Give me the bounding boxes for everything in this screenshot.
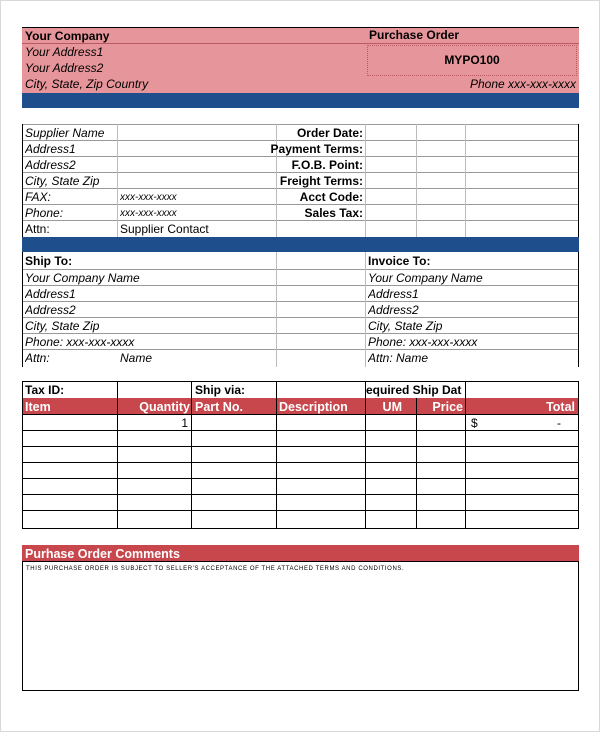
company-phone: Phone xxx-xxx-xxxx bbox=[469, 77, 576, 91]
divider bbox=[365, 381, 366, 529]
supplier-attn-label: Attn: bbox=[25, 222, 50, 236]
ship-to-address1: Address1 bbox=[25, 287, 76, 301]
divider bbox=[578, 252, 579, 367]
tax-id-label: Tax ID: bbox=[25, 383, 65, 397]
divider bbox=[465, 124, 466, 237]
po-number: MYPO100 bbox=[444, 53, 500, 67]
column-header-total: Total bbox=[546, 400, 575, 414]
required-ship-date-label: equired Ship Dat bbox=[366, 383, 462, 397]
fob-point-label: F.O.B. Point: bbox=[291, 158, 363, 172]
blue-separator bbox=[22, 93, 579, 108]
ship-to-phone: Phone: xxx-xxx-xxxx bbox=[25, 335, 135, 349]
divider bbox=[22, 430, 579, 431]
divider bbox=[276, 381, 277, 529]
invoice-to-name: Your Company Name bbox=[368, 271, 483, 285]
company-name: Your Company bbox=[25, 29, 110, 43]
sales-tax-label: Sales Tax: bbox=[304, 206, 363, 220]
invoice-to-title: Invoice To: bbox=[368, 254, 431, 268]
supplier-fax-value: xxx-xxx-xxxx bbox=[120, 192, 177, 203]
invoice-to-attn: Attn: Name bbox=[368, 351, 429, 365]
row1-total: - bbox=[557, 416, 561, 430]
column-header-um: UM bbox=[382, 400, 402, 414]
column-header-description: Description bbox=[279, 400, 348, 414]
freight-terms-label: Freight Terms: bbox=[279, 174, 363, 188]
column-header-price: Price bbox=[432, 400, 463, 414]
row1-quantity: 1 bbox=[181, 416, 188, 430]
divider bbox=[276, 252, 277, 367]
divider bbox=[22, 462, 579, 463]
supplier-city: City, State Zip bbox=[25, 174, 100, 188]
payment-terms-label: Payment Terms: bbox=[270, 142, 363, 156]
divider bbox=[578, 124, 579, 237]
blue-separator bbox=[22, 237, 579, 252]
ship-to-address2: Address2 bbox=[25, 303, 76, 317]
company-address1: Your Address1 bbox=[25, 45, 104, 59]
invoice-to-phone: Phone: xxx-xxx-xxxx bbox=[368, 335, 478, 349]
supplier-name: Supplier Name bbox=[25, 126, 105, 140]
column-header-item: Item bbox=[25, 400, 51, 414]
divider bbox=[22, 252, 23, 367]
ship-to-name: Your Company Name bbox=[25, 271, 140, 285]
row1-currency: $ bbox=[471, 416, 478, 430]
divider bbox=[22, 510, 579, 511]
supplier-fax-label: FAX: bbox=[25, 190, 51, 204]
ship-via-label: Ship via: bbox=[195, 383, 246, 397]
acct-code-label: Acct Code: bbox=[299, 190, 363, 204]
column-header-part-no: Part No. bbox=[195, 400, 243, 414]
divider bbox=[365, 252, 366, 367]
comments-title: Purhase Order Comments bbox=[25, 547, 180, 561]
ship-to-attn-label: Attn: bbox=[25, 351, 50, 365]
invoice-to-city: City, State Zip bbox=[368, 319, 443, 333]
divider bbox=[22, 478, 579, 479]
supplier-phone-label: Phone: bbox=[25, 206, 64, 220]
divider bbox=[22, 528, 579, 529]
divider bbox=[416, 398, 417, 529]
ship-to-city: City, State Zip bbox=[25, 319, 100, 333]
invoice-to-address2: Address2 bbox=[368, 303, 419, 317]
company-address2: Your Address2 bbox=[25, 61, 104, 75]
supplier-address2: Address2 bbox=[25, 158, 76, 172]
column-header-quantity: Quantity bbox=[139, 400, 190, 414]
divider bbox=[22, 494, 579, 495]
divider bbox=[191, 381, 192, 529]
divider bbox=[22, 124, 23, 237]
divider bbox=[117, 381, 118, 529]
divider bbox=[22, 414, 579, 415]
ship-to-title: Ship To: bbox=[25, 254, 73, 268]
supplier-address1: Address1 bbox=[25, 142, 76, 156]
divider bbox=[22, 446, 579, 447]
divider bbox=[365, 124, 366, 237]
company-city-line: City, State, Zip Country bbox=[25, 77, 149, 91]
supplier-attn-value: Supplier Contact bbox=[120, 222, 209, 236]
divider bbox=[22, 381, 23, 529]
invoice-to-address1: Address1 bbox=[368, 287, 419, 301]
divider bbox=[465, 381, 466, 529]
divider bbox=[416, 124, 417, 237]
ship-to-attn-value: Name bbox=[120, 351, 153, 365]
order-date-label: Order Date: bbox=[296, 126, 363, 140]
document-title: Purchase Order bbox=[369, 28, 460, 42]
supplier-phone-value: xxx-xxx-xxxx bbox=[120, 208, 177, 219]
comments-box[interactable] bbox=[22, 561, 579, 691]
divider bbox=[578, 381, 579, 529]
comments-text: THIS PURCHASE ORDER IS SUBJECT TO SELLER'S ACCEPTANCE OF THE ATTACHED TERMS AND CONDITIONS. bbox=[26, 566, 405, 572]
